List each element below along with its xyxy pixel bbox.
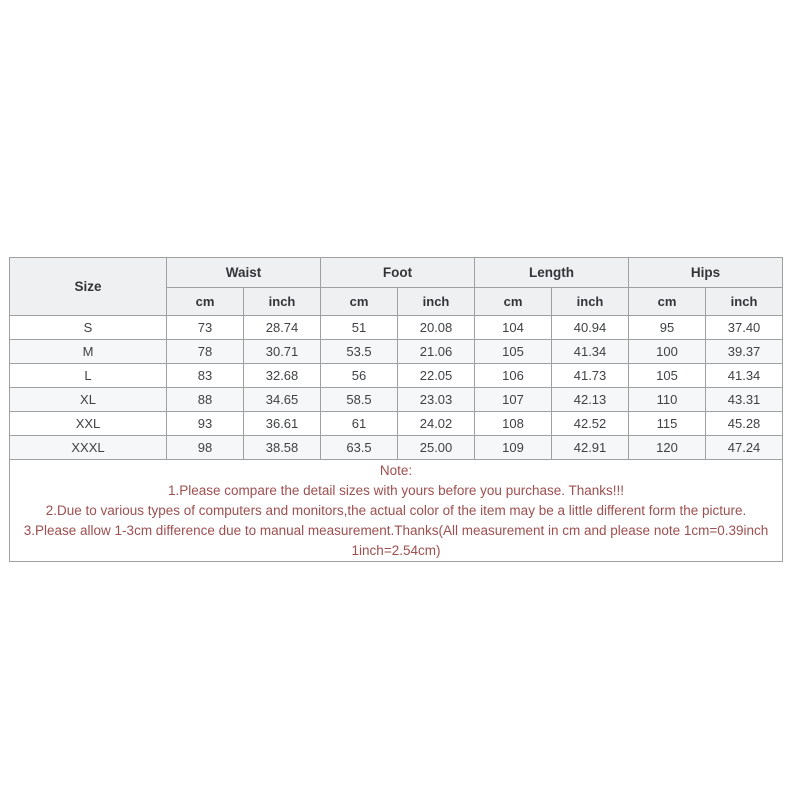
subcol-header-cm: cm bbox=[167, 288, 244, 316]
table-cell: 100 bbox=[629, 340, 706, 364]
table-cell: 56 bbox=[321, 364, 398, 388]
table-cell: 45.28 bbox=[706, 412, 783, 436]
table-cell: 93 bbox=[167, 412, 244, 436]
table-cell: 20.08 bbox=[398, 316, 475, 340]
row-size-label: XXL bbox=[10, 412, 167, 436]
row-size-label: L bbox=[10, 364, 167, 388]
table-cell: 40.94 bbox=[552, 316, 629, 340]
table-cell: 105 bbox=[629, 364, 706, 388]
note-line-3: 3.Please allow 1-3cm difference due to manual measurement.Thanks(All measurement in cm and please note 1cm=0.39inch 1inch=2.54cm) bbox=[23, 523, 769, 558]
col-header-waist: Waist bbox=[167, 258, 321, 288]
row-size-label: S bbox=[10, 316, 167, 340]
table-row-xl bbox=[10, 388, 783, 412]
subcol-header-cm: cm bbox=[475, 288, 552, 316]
table-cell: 41.34 bbox=[706, 364, 783, 388]
table-cell: 95 bbox=[629, 316, 706, 340]
subcol-header-cm: cm bbox=[321, 288, 398, 316]
table-cell: 22.05 bbox=[398, 364, 475, 388]
note-line-2: 2.Due to various types of computers and monitors,the actual color of the item may be a little different form the picture. bbox=[45, 503, 747, 518]
subcol-header-inch: inch bbox=[398, 288, 475, 316]
table-cell: 107 bbox=[475, 388, 552, 412]
table-cell: 51 bbox=[321, 316, 398, 340]
table-row-xxxl bbox=[10, 436, 783, 460]
table-row-l bbox=[10, 364, 783, 388]
table-cell: 104 bbox=[475, 316, 552, 340]
col-header-length: Length bbox=[475, 258, 629, 288]
table-cell: 36.61 bbox=[244, 412, 321, 436]
row-size-label: XXXL bbox=[10, 436, 167, 460]
table-cell: 108 bbox=[475, 412, 552, 436]
table-cell: 21.06 bbox=[398, 340, 475, 364]
table-cell: 28.74 bbox=[244, 316, 321, 340]
table-cell: 24.02 bbox=[398, 412, 475, 436]
table-cell: 37.40 bbox=[706, 316, 783, 340]
table-cell: 63.5 bbox=[321, 436, 398, 460]
table-cell: 43.31 bbox=[706, 388, 783, 412]
table-cell: 42.52 bbox=[552, 412, 629, 436]
table-cell: 115 bbox=[629, 412, 706, 436]
table-cell: 120 bbox=[629, 436, 706, 460]
table-cell: 41.34 bbox=[552, 340, 629, 364]
table-cell: 47.24 bbox=[706, 436, 783, 460]
table-cell: 23.03 bbox=[398, 388, 475, 412]
size-chart-table bbox=[9, 257, 783, 562]
note-title: Note: bbox=[379, 463, 413, 478]
table-row-s bbox=[10, 316, 783, 340]
table-cell: 109 bbox=[475, 436, 552, 460]
table-row-m bbox=[10, 340, 783, 364]
table-cell: 34.65 bbox=[244, 388, 321, 412]
subcol-header-cm: cm bbox=[629, 288, 706, 316]
table-cell: 106 bbox=[475, 364, 552, 388]
table-cell: 25.00 bbox=[398, 436, 475, 460]
subcol-header-inch: inch bbox=[244, 288, 321, 316]
table-row-xxl bbox=[10, 412, 783, 436]
table-cell: 105 bbox=[475, 340, 552, 364]
table-cell: 110 bbox=[629, 388, 706, 412]
table-cell: 30.71 bbox=[244, 340, 321, 364]
table-cell: 98 bbox=[167, 436, 244, 460]
table-cell: 88 bbox=[167, 388, 244, 412]
col-header-size: Size bbox=[10, 258, 167, 316]
table-cell: 38.58 bbox=[244, 436, 321, 460]
col-header-foot: Foot bbox=[321, 258, 475, 288]
row-size-label: XL bbox=[10, 388, 167, 412]
table-cell: 61 bbox=[321, 412, 398, 436]
col-header-hips: Hips bbox=[629, 258, 783, 288]
header-group-row bbox=[10, 258, 783, 288]
table-cell: 78 bbox=[167, 340, 244, 364]
table-cell: 39.37 bbox=[706, 340, 783, 364]
table-cell: 32.68 bbox=[244, 364, 321, 388]
table-cell: 73 bbox=[167, 316, 244, 340]
subcol-header-inch: inch bbox=[706, 288, 783, 316]
table-cell: 42.91 bbox=[552, 436, 629, 460]
table-cell: 41.73 bbox=[552, 364, 629, 388]
table-cell: 42.13 bbox=[552, 388, 629, 412]
note-line-1: 1.Please compare the detail sizes with yours before you purchase. Thanks!!! bbox=[168, 483, 625, 498]
row-size-label: M bbox=[10, 340, 167, 364]
note-row bbox=[10, 460, 783, 562]
table-cell: 58.5 bbox=[321, 388, 398, 412]
subcol-header-inch: inch bbox=[552, 288, 629, 316]
note-section bbox=[10, 460, 783, 562]
table-cell: 83 bbox=[167, 364, 244, 388]
table-cell: 53.5 bbox=[321, 340, 398, 364]
